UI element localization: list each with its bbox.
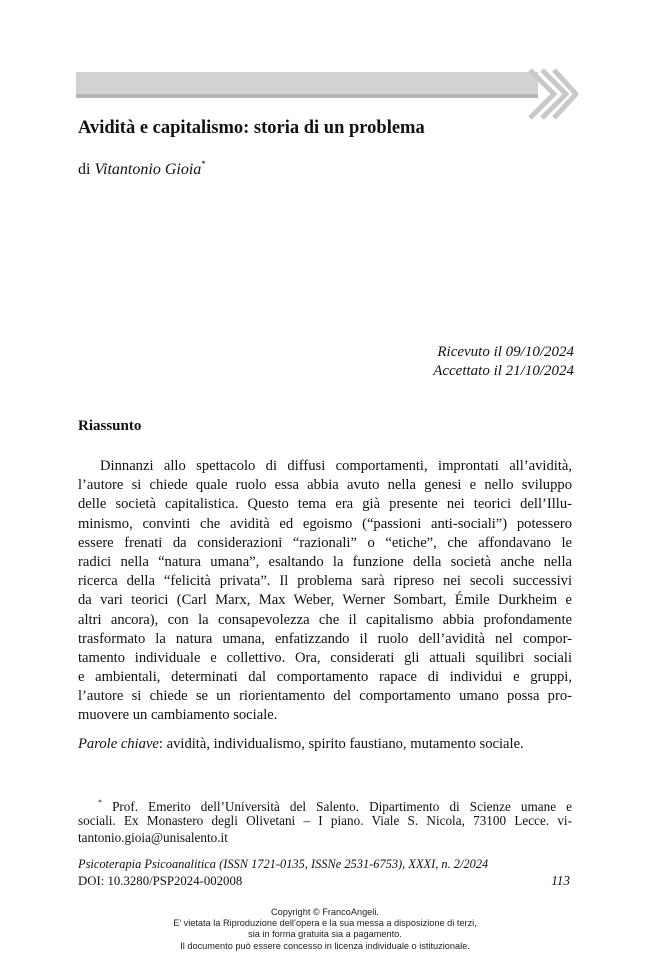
page-number: 113 — [551, 873, 570, 888]
submission-dates — [433, 343, 574, 381]
keywords — [78, 736, 578, 753]
abstract-line: delle società capitalistica. Questo tema era già presente nei teorici dell’Illu- — [78, 496, 572, 513]
abstract-line: tamento individuale e collettivo. Ora, considerati gli attuali squilibri sociali — [78, 649, 572, 666]
author-footnote — [78, 794, 572, 847]
abstract-line: da vari teorici (Carl Marx, Max Weber, Werner Sombart, Émile Durkheim e — [78, 592, 572, 609]
author-name: Vitantonio Gioia — [94, 161, 202, 178]
footnote-line: tantonio.gioia@unisalento.it — [78, 830, 228, 845]
copyright-line: Il documento può essere concesso in licenza individuale o istituzionale. — [180, 940, 470, 951]
footnote-mark: * — [98, 798, 102, 807]
copyright-line: E’ vietata la Riproduzione dell’opera e la sua messa a disposizione di terzi, — [173, 918, 477, 929]
abstract-body — [78, 457, 572, 726]
abstract-line: altri ancora), con la consapevolezza che il capitalismo abbia profondamente — [78, 611, 572, 628]
copyright-notice — [0, 907, 650, 952]
accepted-date: Accettato il 21/10/2024 — [433, 363, 574, 379]
abstract-line: minismo, convinti che avidità ed egoismo (“passioni anti-sociali”) potessero — [78, 515, 572, 532]
abstract-line: radici nella “natura umana”, esaltando la funzione della società anche nella — [78, 553, 572, 570]
keywords-text: : avidità, individualismo, spirito faustiano, mutamento sociale. — [158, 736, 524, 752]
abstract-line: l’autore si chiede se un riorientamento del comportamento umano possa pro- — [78, 688, 572, 705]
abstract-heading: Riassunto — [78, 418, 142, 434]
abstract-line: trasformato la natura umana, enfatizzando il ruolo dell’avidità nel compor- — [78, 630, 572, 647]
abstract-line: Dinnanzi allo spettacolo di diffusi comportamenti, improntati all’avidità, — [100, 458, 572, 474]
footnote-line: * Prof. Emerito dell’Università del Salento. Dipartimento di Scienze umane e — [98, 798, 572, 814]
author-footnote-mark: * — [201, 159, 206, 169]
abstract-line: l’autore si chiede quale ruolo essa abbia avuto nella genesi e nello sviluppo — [78, 477, 572, 494]
received-date: Ricevuto il 09/10/2024 — [437, 344, 574, 360]
footnote-line: sociali. Ex Monastero degli Olivetani – I piano. Viale S. Nicola, 73100 Lecce. vi- — [78, 812, 572, 828]
abstract-line: essere frenati da considerazioni “razionali” o “etiche”, che affondavano le — [78, 534, 572, 551]
keywords-label: Parole chiave — [78, 736, 159, 752]
abstract-line: e ambientali, determinati dal comportamento rapace di individui e gruppi, — [78, 669, 572, 686]
author-prefix: di — [78, 161, 91, 178]
doi: DOI: 10.3280/PSP2024-002008 — [78, 874, 243, 888]
chevron-decoration-icon — [528, 68, 578, 120]
article-title: Avidità e capitalismo: storia di un problema — [78, 118, 425, 138]
journal-citation: Psicoterapia Psicoanalitica (ISSN 1721-0135, ISSNe 2531-6753), XXXI, n. 2/2024 — [78, 857, 489, 871]
copyright-line: sia in forma gratuita sia a pagamento. — [248, 929, 402, 940]
abstract-line: muovere un cambiamento sociale. — [78, 707, 278, 724]
abstract-line: ricerca della “felicità privata”. Il problema sarà ripreso nei secoli successivi — [78, 573, 572, 590]
copyright-line: Copyright © FrancoAngeli. — [271, 907, 379, 917]
author-line — [78, 159, 206, 179]
header-band — [76, 72, 538, 98]
